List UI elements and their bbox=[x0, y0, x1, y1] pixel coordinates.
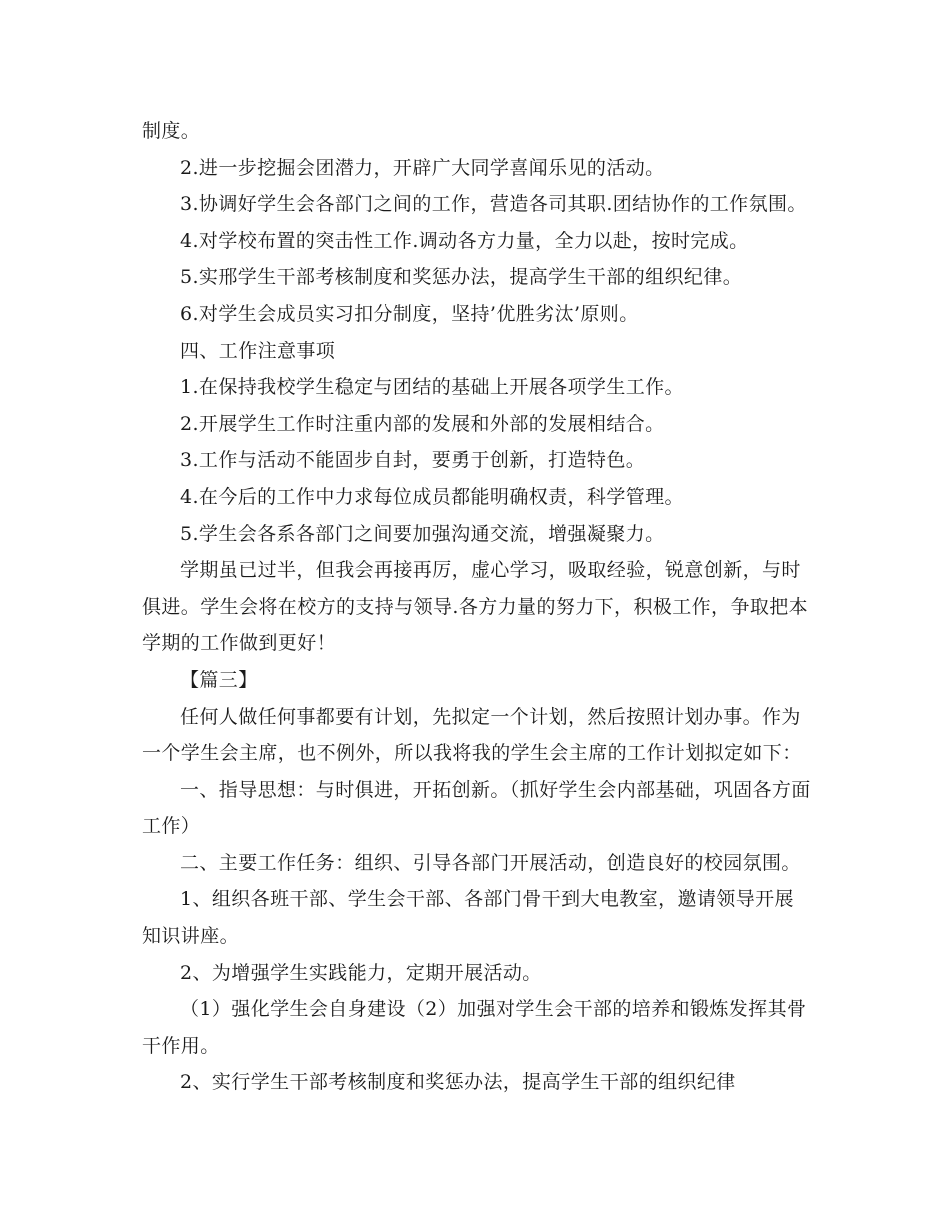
list-item: 5.学生会各系各部门之间要加强沟通交流，增强凝聚力。 bbox=[180, 522, 665, 545]
list-item: 3.协调好学生会各部门之间的工作，营造各司其职.团结协作的工作氛围。 bbox=[180, 193, 807, 216]
list-item: 3.工作与活动不能固步自封，要勇于创新，打造特色。 bbox=[180, 449, 646, 472]
section-marker: 【篇三】 bbox=[180, 668, 258, 691]
document-body bbox=[142, 113, 812, 1101]
section-heading: 一、指导思想：与时俱进，开拓创新。（抓好学生会内部基础，巩固各方面工作） bbox=[142, 778, 811, 838]
closing-paragraph: 学期虽已过半，但我会再接再厉，虚心学习，吸取经验，锐意创新，与时俱进。学生会将在校方的支持与领导.各方力量的努力下，积极工作，争取把本学期的工作做到更好！ bbox=[142, 559, 809, 655]
list-item: 4.对学校布置的突击性工作.调动各方力量，全力以赴，按时完成。 bbox=[180, 229, 749, 252]
list-item: 5.实邢学生干部考核制度和奖惩办法，提高学生干部的组织纪律。 bbox=[180, 266, 743, 289]
list-item: 1.在保持我校学生稳定与团结的基础上开展各项学生工作。 bbox=[180, 376, 684, 399]
list-item: 2、为增强学生实践能力，定期开展活动。 bbox=[180, 961, 542, 984]
intro-paragraph: 任何人做任何事都要有计划，先拟定一个计划，然后按照计划办事。作为一个学生会主席，也不例外，所以我将我的学生会主席的工作计划拟定如下： bbox=[142, 705, 802, 765]
list-item: 2、实行学生干部考核制度和奖惩办法，提高学生干部的组织纪律 bbox=[180, 1071, 736, 1094]
list-item: 1、组织各班干部、学生会干部、各部门骨干到大电教室，邀请领导开展知识讲座。 bbox=[142, 888, 794, 948]
list-item: （1）强化学生会自身建设（2）加强对学生会干部的培养和锻炼发挥其骨干作用。 bbox=[142, 998, 807, 1057]
list-item: 6.对学生会成员实习扣分制度，坚持’优胜劣汰’原则。 bbox=[180, 302, 639, 325]
paragraph-continuation: 制度。 bbox=[142, 120, 201, 142]
list-item: 2.开展学生工作时注重内部的发展和外部的发展相结合。 bbox=[180, 412, 665, 435]
section-heading: 四、工作注意事项 bbox=[180, 339, 336, 362]
list-item: 2.进一步挖掘会团潜力，开辟广大同学喜闻乐见的活动。 bbox=[180, 156, 665, 179]
list-item: 4.在今后的工作中力求每位成员都能明确权责，科学管理。 bbox=[180, 485, 684, 508]
section-heading: 二、主要工作任务：组织、引导各部门开展活动，创造良好的校园氛围。 bbox=[180, 851, 801, 874]
